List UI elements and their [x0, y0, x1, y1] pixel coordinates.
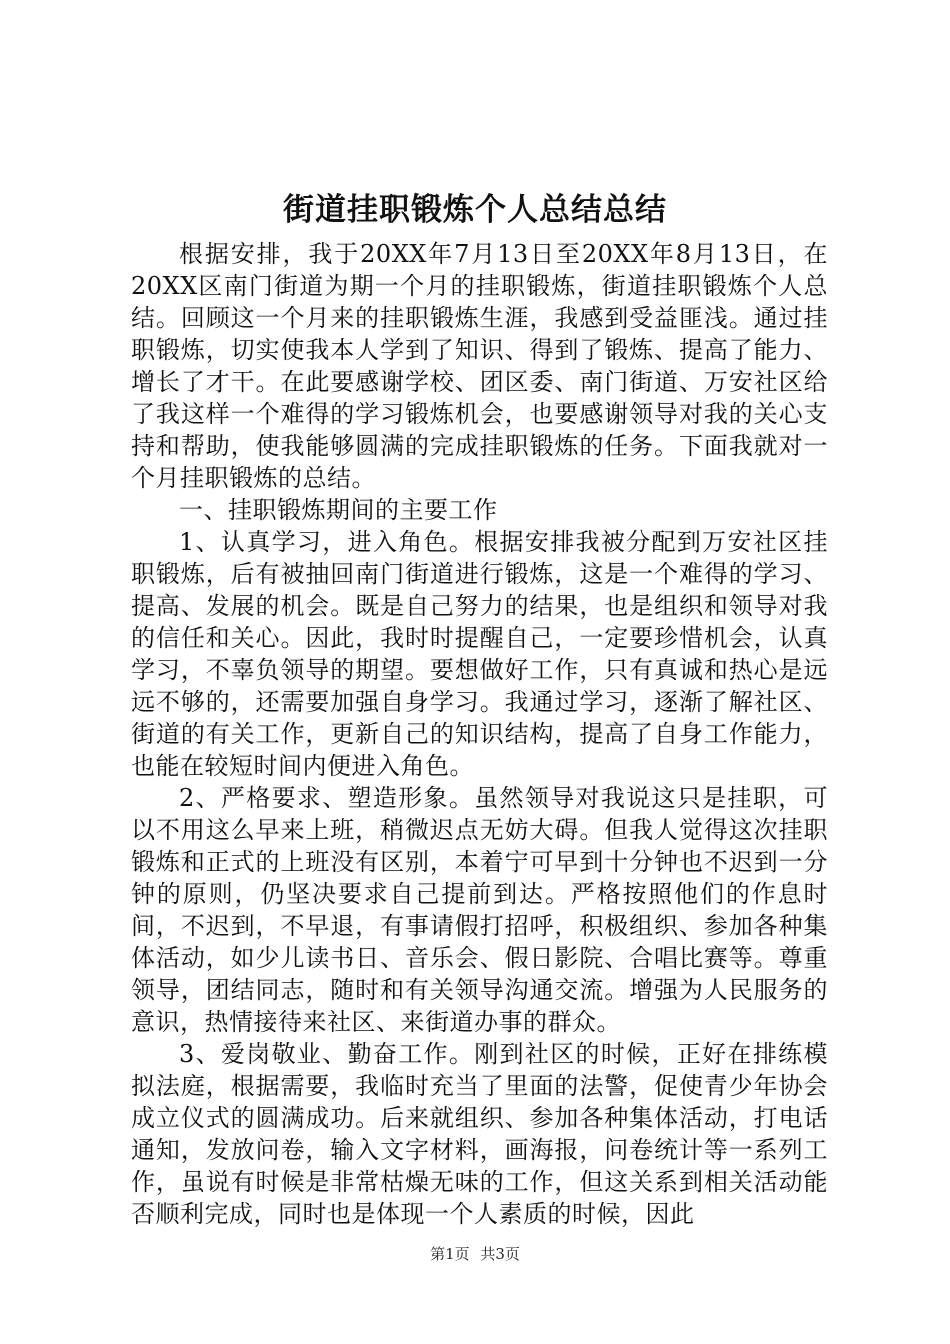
paragraph-item-2: 2、严格要求、塑造形象。虽然领导对我说这只是挂职，可以不用这么早来上班，稍微迟点无妨大碍。但我人觉得这次挂职锻炼和正式的上班没有区别，本着宁可早到十分钟也不迟到一分钟的原则，仍坚决要求自己提前到达。严格按照他们的作息时间，不迟到，不早退，有事请假打招呼，积极组织、参加各种集体活动，如少儿读书日、音乐会、假日影院、合唱比赛等。尊重领导，团结同志，随时和有关领导沟通交流。增强为人民服务的意识，热情接待来社区、来街道办事的群众。: [131, 784, 828, 1036]
section-heading-main-work: 一、挂职锻炼期间的主要工作: [179, 496, 498, 524]
page-footer: [0, 1243, 950, 1265]
document-title: 街道挂职锻炼个人总结总结: [283, 192, 667, 228]
paragraph-item-3: 3、爱岗敬业、勤奋工作。刚到社区的时候，正好在排练模拟法庭，根据需要，我临时充当了里面的法警，促使青少年协会成立仪式的圆满成功。后来就组织、参加各种集体活动，打电话通知，发放问卷，输入文字材料，画海报，问卷统计等一系列工作，虽说有时候是非常枯燥无味的工作，但这关系到相关活动能否顺利完成，同时也是体现一个人素质的时候，因此: [131, 1040, 828, 1228]
paragraph-item-1: 1、认真学习，进入角色。根据安排我被分配到万安社区挂职锻炼，后有被抽回南门街道进行锻炼，这是一个难得的学习、提高、发展的机会。既是自己努力的结果，也是组织和领导对我的信任和关心。因此，我时时提醒自己，一定要珍惜机会，认真学习，不辜负领导的期望。要想做好工作，只有真诚和热心是远远不够的，还需要加强自身学习。我通过学习，逐渐了解社区、街道的有关工作，更新自己的知识结构，提高了自身工作能力，也能在较短时间内便进入角色。: [131, 528, 828, 780]
paragraph-intro: 根据安排，我于20XX年7月13日至20XX年8月13日，在20XX区南门街道为期一个月的挂职锻炼，街道挂职锻炼个人总结。回顾这一个月来的挂职锻炼生涯，我感到受益匪浅。通过挂职锻炼，切实使我本人学到了知识、得到了锻炼、提高了能力、增长了才干。在此要感谢学校、团区委、南门街道、万安社区给了我这样一个难得的学习锻炼机会，也要感谢领导对我的关心支持和帮助，使我能够圆满的完成挂职锻炼的任务。下面我就对一个月挂职锻炼的总结。: [131, 240, 828, 492]
page-total: 共3页: [480, 1245, 520, 1263]
document-body: [131, 238, 828, 1230]
page-number: 第1页: [430, 1245, 470, 1263]
